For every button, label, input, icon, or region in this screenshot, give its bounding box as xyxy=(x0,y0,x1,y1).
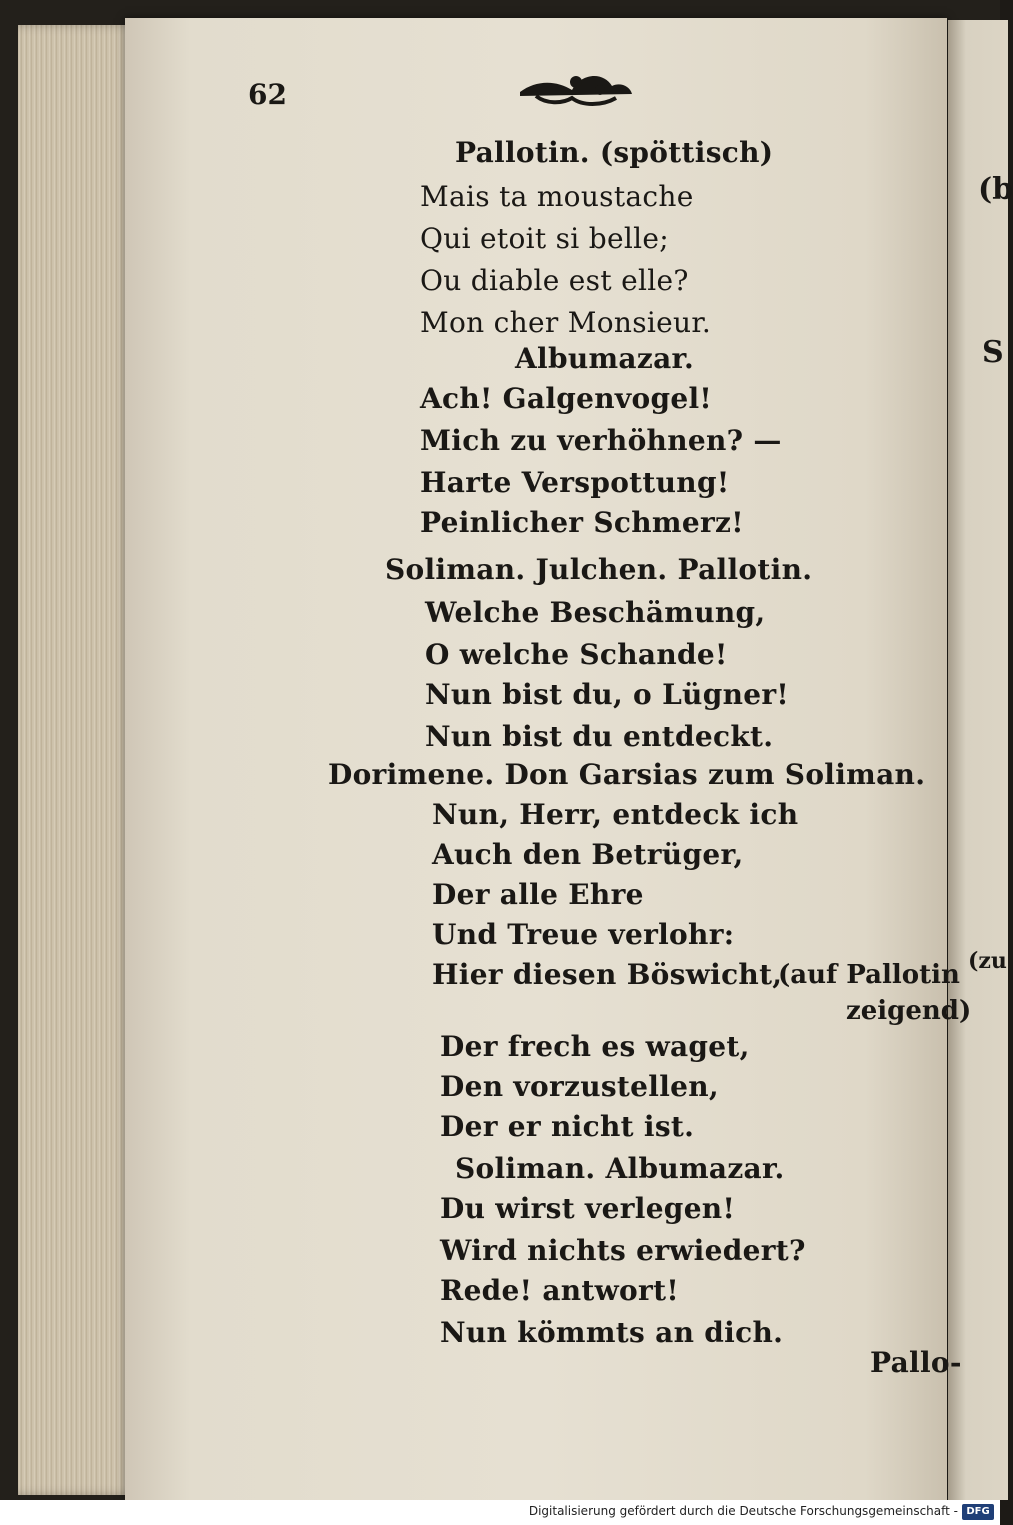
facing-page-edge xyxy=(948,20,1008,1500)
digitization-footer xyxy=(0,1500,1000,1525)
verse-line: Auch den Betrüger, xyxy=(432,838,744,871)
footer-credit: Digitalisierung gefördert durch die Deutsche Forschungsgemeinschaft - xyxy=(528,1504,958,1518)
verse-line: Harte Verspottung! xyxy=(420,466,730,499)
verse-line: Mon cher Monsieur. xyxy=(420,306,712,339)
verse-line: Peinlicher Schmerz! xyxy=(420,506,744,539)
catchword: Pallo- xyxy=(870,1346,962,1379)
verse-line: Der er nicht ist. xyxy=(440,1110,695,1143)
verse-line: Ou diable est elle? xyxy=(420,264,689,297)
verse-line: Nun, Herr, entdeck ich xyxy=(432,798,799,831)
verse-line: Welche Beschämung, xyxy=(425,596,766,629)
page-number: 62 xyxy=(248,78,287,111)
speaker-heading: Dorimene. Don Garsias zum Soliman. xyxy=(328,758,926,791)
verse-line: O welche Schande! xyxy=(425,638,728,671)
verse-line: Nun bist du entdeckt. xyxy=(425,720,774,753)
verse-line: Mich zu verhöhnen? — xyxy=(420,424,782,457)
verse-line: Wird nichts erwiedert? xyxy=(440,1234,806,1267)
verse-line: Der alle Ehre xyxy=(432,878,644,911)
verse-line: Qui etoit si belle; xyxy=(420,222,669,255)
dfg-logo-icon: DFG xyxy=(962,1504,994,1520)
verse-line: Und Treue verlohr: xyxy=(432,918,735,951)
verse-line: Du wirst verlegen! xyxy=(440,1192,736,1225)
verse-line: Nun kömmts an dich. xyxy=(440,1316,784,1349)
facing-page-fragment: (b xyxy=(978,172,1013,207)
verse-line: Ach! Galgenvogel! xyxy=(420,382,712,415)
verse-line: Nun bist du, o Lügner! xyxy=(425,678,790,711)
verse-line: Den vorzustellen, xyxy=(440,1070,719,1103)
stage-direction: (auf Pallotin xyxy=(778,960,960,990)
verse-line: Hier diesen Böswicht, xyxy=(432,958,783,991)
facing-page-fragment: (zu xyxy=(968,948,1007,974)
verse-line: Der frech es waget, xyxy=(440,1030,750,1063)
speaker-heading: Soliman. Albumazar. xyxy=(455,1152,785,1185)
stage-direction: zeigend) xyxy=(846,996,972,1026)
verse-line: Rede! antwort! xyxy=(440,1274,679,1307)
speaker-heading: Soliman. Julchen. Pallotin. xyxy=(385,553,813,586)
printer-ornament-icon xyxy=(516,60,636,108)
verse-line: Mais ta moustache xyxy=(420,180,694,213)
speaker-heading: Pallotin. (spöttisch) xyxy=(455,136,774,169)
facing-page-fragment: S xyxy=(982,335,1004,370)
speaker-heading: Albumazar. xyxy=(515,342,695,375)
